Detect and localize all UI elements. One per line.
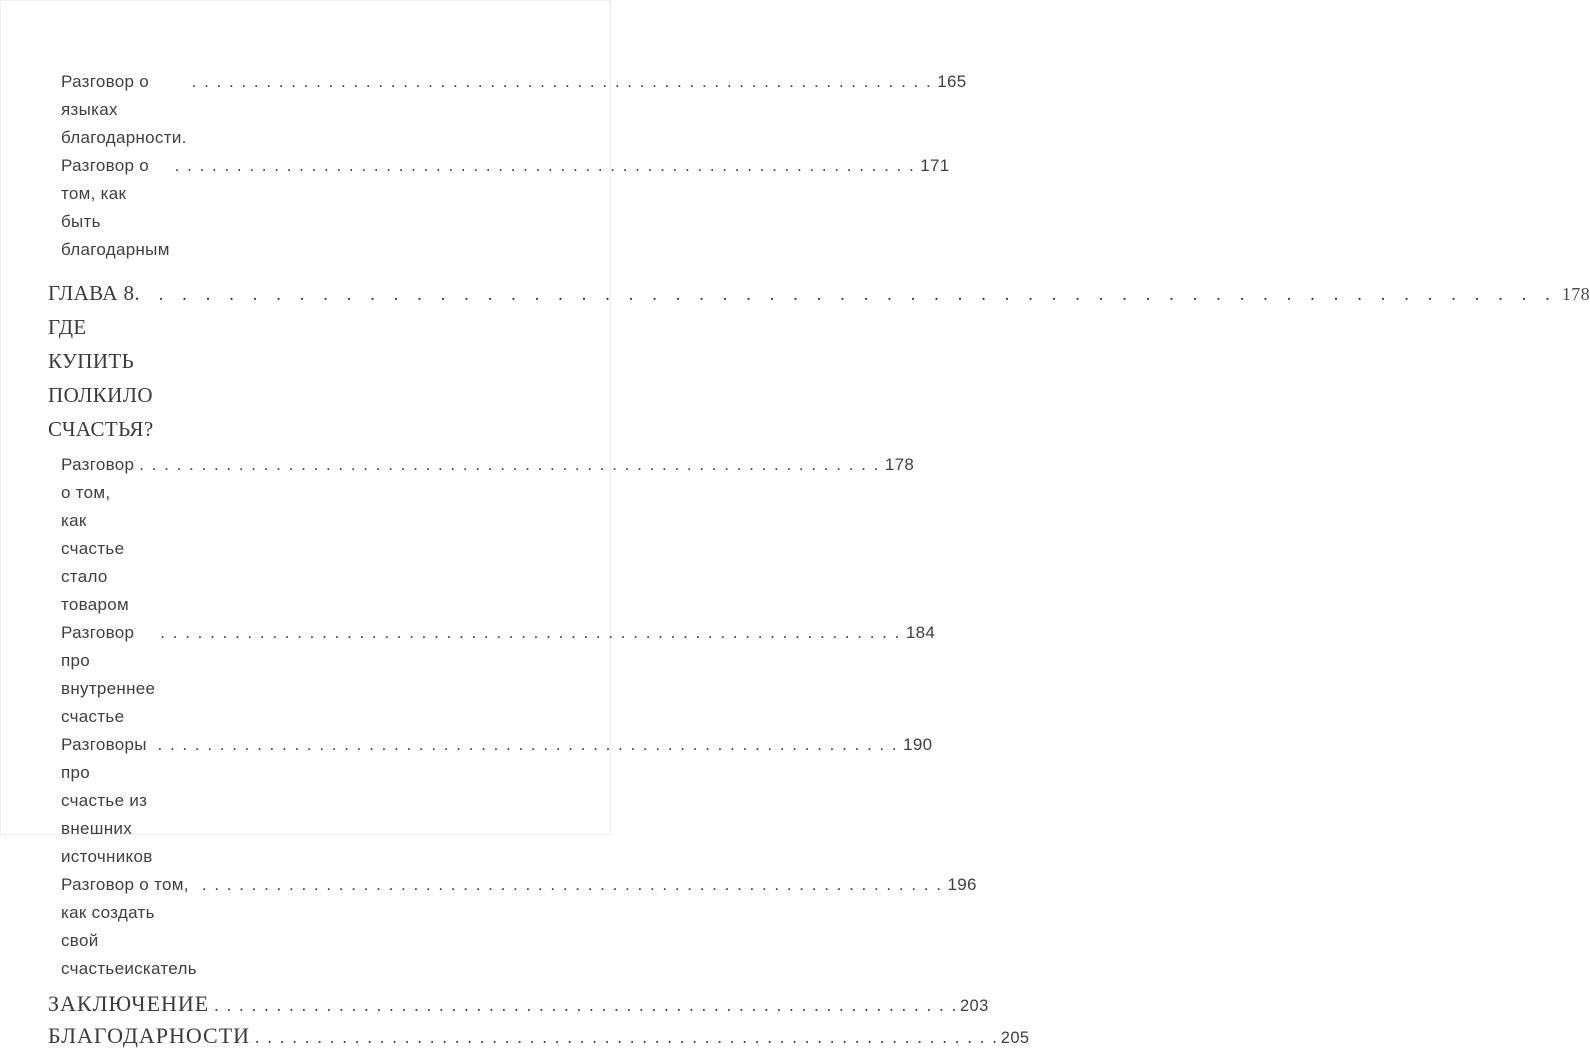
toc-entry-page: 190	[903, 735, 933, 754]
toc-entry-title: Разговор о языках благодарности.	[61, 72, 187, 147]
toc-entry-page: 171	[920, 156, 950, 175]
dot-leader	[155, 619, 901, 647]
dot-leader	[134, 451, 880, 479]
toc-entry-page: 178	[884, 455, 915, 474]
dot-leader	[153, 731, 899, 759]
toc-entry-page: 184	[905, 623, 936, 642]
toc-section-heading	[48, 1021, 1030, 1053]
toc-entry	[61, 68, 967, 152]
toc-section-page: 203	[959, 997, 989, 1015]
toc-entry	[61, 731, 933, 871]
dot-leader	[170, 152, 916, 180]
toc-section-page: 205	[1000, 1029, 1030, 1047]
dot-leader	[209, 989, 958, 1021]
toc-entry	[61, 451, 915, 619]
dot-leader	[197, 871, 943, 899]
dot-leader	[187, 68, 933, 96]
toc-entry-title: Разговор о том, как счастье стало товаром	[61, 455, 135, 614]
toc-entry-title: Разговор о том, как быть благодарным	[61, 156, 170, 259]
toc-section-heading	[48, 989, 989, 1021]
toc-section-title: БЛАГОДАРНОСТИ	[48, 1023, 251, 1048]
toc-entry-title: Разговоры про счастье из внешних источников	[61, 735, 153, 866]
dot-leader	[154, 276, 1557, 312]
toc-entry	[61, 152, 950, 264]
toc-chapter-page: 178	[1561, 284, 1590, 304]
toc-chapter-heading	[48, 276, 1590, 446]
toc-entry	[61, 871, 977, 983]
toc-chapter-title: ГЛАВА 8. ГДЕ КУПИТЬ ПОЛКИЛО СЧАСТЬЯ?	[48, 281, 154, 441]
toc-entry-title: Разговор о том, как создать свой счастьеискатель	[61, 875, 197, 978]
toc-section-title: ЗАКЛЮЧЕНИЕ	[48, 991, 210, 1016]
toc-entry-page: 165	[937, 72, 967, 91]
dot-leader	[250, 1021, 999, 1053]
toc-entry	[61, 619, 936, 731]
toc-entry-page: 196	[947, 875, 977, 894]
toc-entry-title: Разговор про внутреннее счастье	[61, 623, 156, 726]
